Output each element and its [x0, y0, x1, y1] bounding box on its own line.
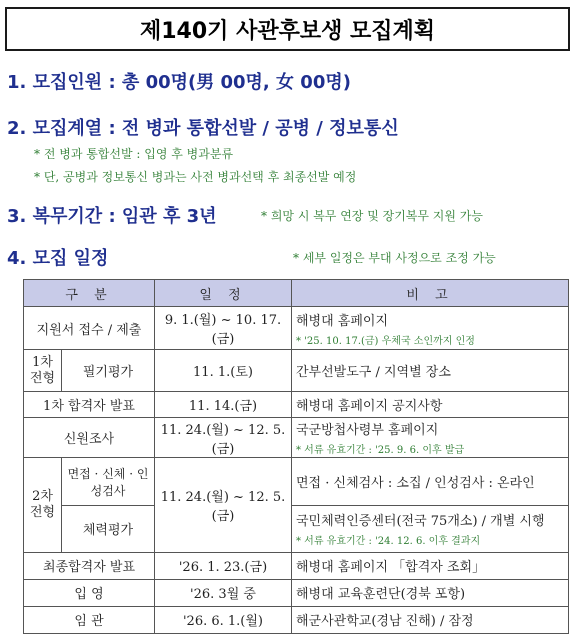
- service-note: * 희망 시 복무 연장 및 장기복무 지원 가능: [261, 209, 483, 223]
- row-note: 해병대 교육훈련단(경북 포항): [292, 579, 569, 606]
- row-note: [292, 418, 569, 458]
- schedule-note: * 세부 일정은 부대 사정으로 조정 가능: [293, 251, 496, 265]
- table-row: [24, 458, 569, 505]
- table-row: [24, 606, 569, 633]
- row-item: 신원조사: [24, 418, 155, 458]
- schedule-table: [23, 279, 569, 634]
- header-category: 구 분: [24, 280, 155, 307]
- row-date: '26. 3월 중: [155, 579, 292, 606]
- branch-note-1: * 전 병과 통합선발 : 입영 후 병과분류: [34, 147, 234, 161]
- branch-note-2: * 단, 공병과 정보통신 병과는 사전 병과선택 후 최종선발 예정: [34, 170, 357, 184]
- row-item: 최종합격자 발표: [24, 552, 155, 579]
- table-row: [24, 552, 569, 579]
- header-remarks: 비 고: [292, 280, 569, 307]
- section-service-period: 3. 복무기간 : 임관 후 3년: [7, 206, 217, 227]
- row-item: 필기평가: [62, 350, 155, 392]
- table-row: [24, 579, 569, 606]
- page-title: 제140기 사관후보생 모집계획: [5, 7, 570, 51]
- note-sub: * 서류 유효기간 : '25. 9. 6. 이후 발급: [296, 445, 465, 457]
- note-sub: * 서류 유효기간 : '24. 12. 6. 이후 결과지: [296, 536, 481, 548]
- row-date: 11. 14.(금): [155, 392, 292, 418]
- row-note: [292, 307, 569, 350]
- row-date: '26. 6. 1.(월): [155, 606, 292, 633]
- table-header-row: [24, 280, 569, 307]
- note-sub: * '25. 10. 17.(금) 우체국 소인까지 인정: [296, 335, 475, 347]
- table-row: [24, 505, 569, 552]
- table-row: [24, 307, 569, 350]
- row-date: 9. 1.(월) ~ 10. 17.(금): [155, 307, 292, 350]
- section-schedule: 4. 모집 일정: [7, 248, 109, 269]
- stage-label: 2차 전형: [24, 458, 62, 552]
- row-note: [292, 505, 569, 552]
- header-schedule: 일 정: [155, 280, 292, 307]
- row-note: 해병대 홈페이지 「합격자 조회」: [292, 552, 569, 579]
- row-note: 면접 · 신체검사 : 소집 / 인성검사 : 온라인: [292, 458, 569, 505]
- section-recruit-branch: 2. 모집계열 : 전 병과 통합선발 / 공병 / 정보통신: [7, 118, 399, 139]
- row-note: 해병대 홈페이지 공지사항: [292, 392, 569, 418]
- row-note: 해군사관학교(경남 진해) / 잠정: [292, 606, 569, 633]
- row-item: 임 관: [24, 606, 155, 633]
- section-recruit-count: 1. 모집인원 : 총 00명(男 00명, 女 00명): [7, 72, 351, 93]
- row-date: 11. 24.(월) ~ 12. 5.(금): [155, 418, 292, 458]
- row-note: 간부선발도구 / 지역별 장소: [292, 350, 569, 392]
- row-item: 지원서 접수 / 제출: [24, 307, 155, 350]
- row-date: 11. 24.(월) ~ 12. 5.(금): [155, 458, 292, 552]
- row-item: 1차 합격자 발표: [24, 392, 155, 418]
- row-item: 체력평가: [62, 505, 155, 552]
- table-row: [24, 392, 569, 418]
- table-row: [24, 418, 569, 458]
- row-item: 입 영: [24, 579, 155, 606]
- note-text: 국민체력인증센터(전국 75개소) / 개별 시행: [296, 514, 545, 530]
- row-date: 11. 1.(토): [155, 350, 292, 392]
- table-row: [24, 350, 569, 392]
- row-item: 면접 · 신체 · 인성검사: [62, 458, 155, 505]
- stage-label: 1차 전형: [24, 350, 62, 392]
- row-date: '26. 1. 23.(금): [155, 552, 292, 579]
- note-text: 해병대 홈페이지: [296, 313, 389, 329]
- note-text: 국군방첩사령부 홈페이지: [296, 423, 439, 439]
